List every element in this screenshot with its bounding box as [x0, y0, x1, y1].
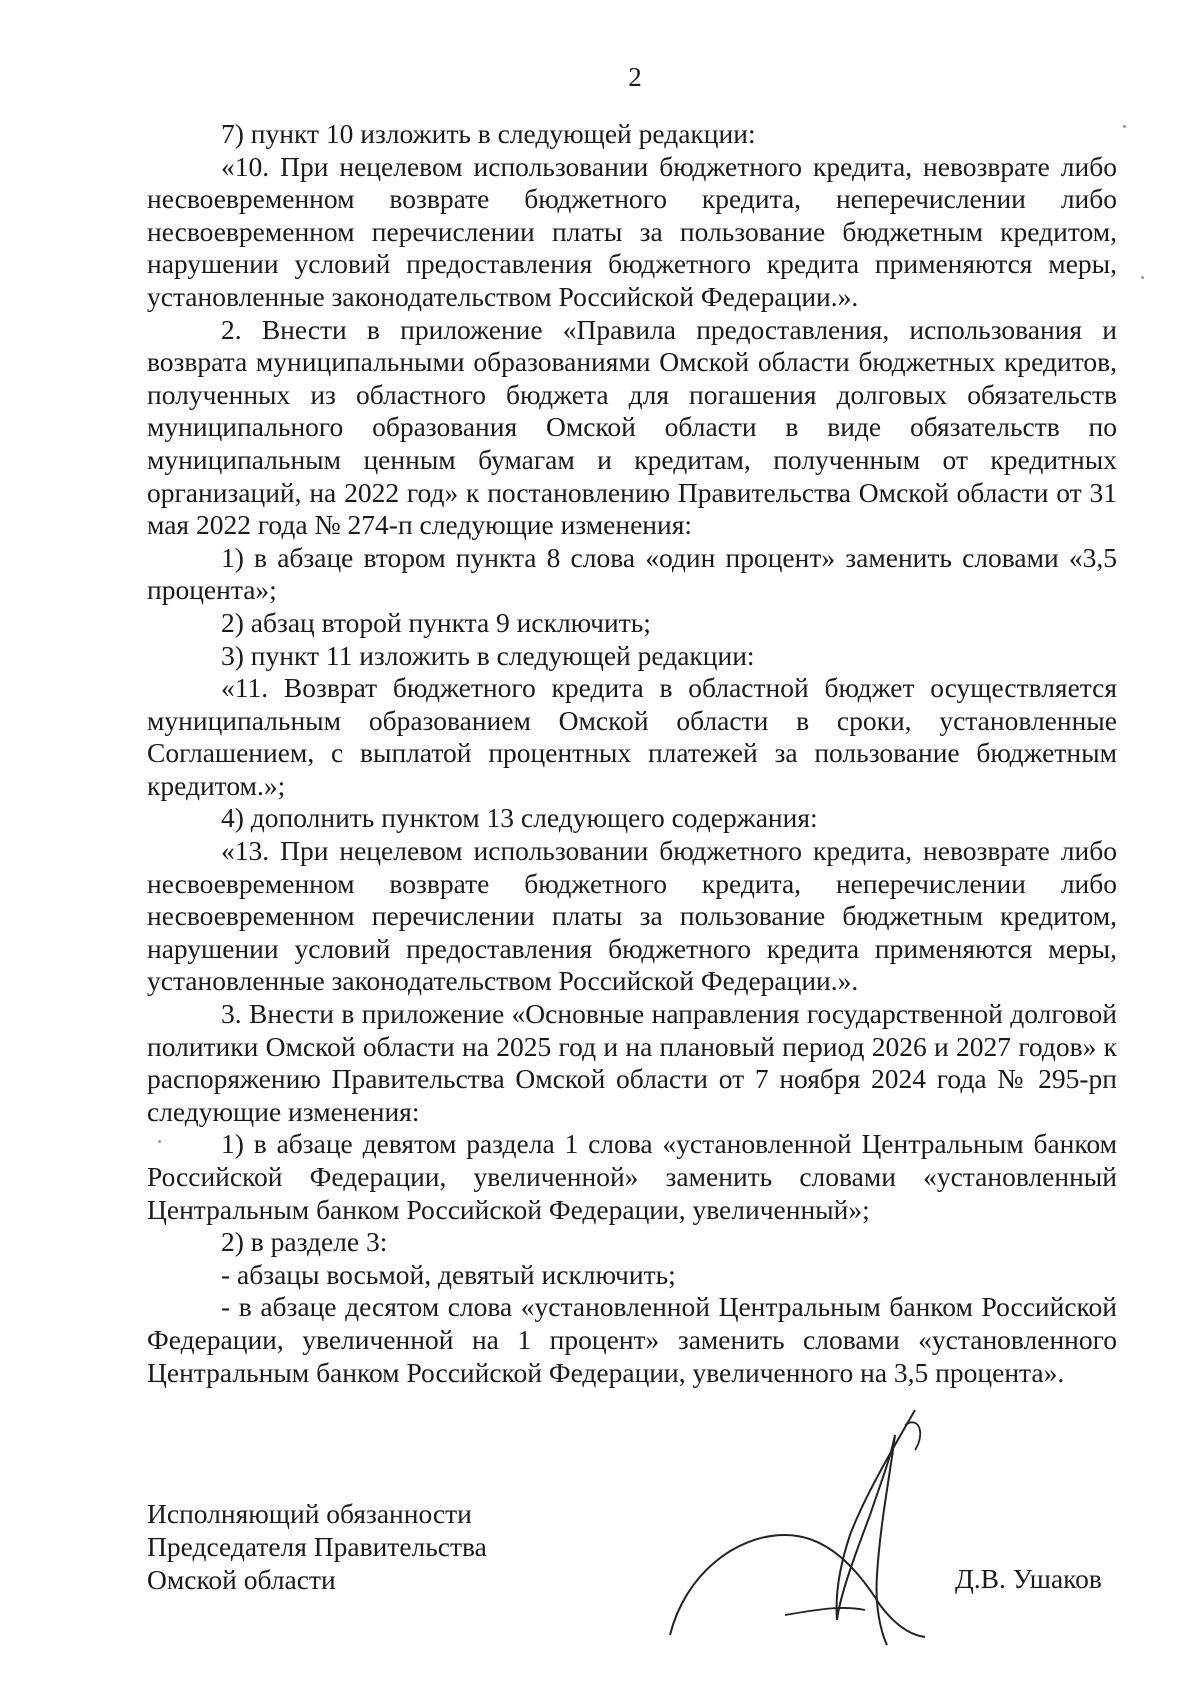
- paragraph: 2) абзац второй пункта 9 исключить;: [221, 606, 651, 638]
- signatory-title-line: Председателя Правительства: [147, 1531, 487, 1562]
- paragraph: 2. Внести в приложение «Правила предоставления, использования и возврата муниципальными образованиями Омской области бюджетных кредитов, полученных из областного бюджета для погашения долговых обязательств муниципального образования Омской области в виде обязательств по муниципальным ценным бумагам и кредитам, полученным от кредитных организаций, на 2022 год» к постановлению Правительства Омской области от 31 мая 2022 года № 274-п следующие изменения:: [147, 313, 1117, 541]
- paragraph: - абзацы восьмой, девятый исключить;: [221, 1258, 676, 1290]
- signatory-title-line: Исполняющий обязанности: [147, 1498, 472, 1529]
- paragraph: 7) пункт 10 изложить в следующей редакции:: [221, 118, 756, 149]
- paragraph: 2) в разделе 3:: [221, 1226, 388, 1258]
- paragraph: 4) дополнить пунктом 13 следующего содержания:: [221, 802, 818, 834]
- signatory-title-line: Омской области: [147, 1564, 336, 1595]
- scan-mark: [1123, 125, 1126, 128]
- paragraph: - в абзаце десятом слова «установленной Центральным банком Российской Федерации, увеличенной на 1 процент» заменить словами «установленного Центральным банком Российской Федерации, увеличенного на 3,5 процента».: [147, 1291, 1117, 1388]
- paragraph: 3) пункт 11 изложить в следующей редакции:: [221, 639, 755, 671]
- paragraph: 1) в абзаце втором пункта 8 слова «один процент» заменить словами «3,5 процента»;: [147, 541, 1117, 606]
- page-number: 2: [628, 62, 642, 92]
- signatory-title: [147, 1497, 487, 1596]
- scan-mark: [158, 1140, 161, 1143]
- paragraph: «11. Возврат бюджетного кредита в областной бюджет осуществляется муниципальным образованием Омской области в сроки, установленные Соглашением, с выплатой процентных платежей за пользование бюджетным кредитом.»;: [147, 672, 1117, 801]
- paragraph: «13. При нецелевом использовании бюджетного кредита, невозврате либо несвоевременном возврате бюджетного кредита, неперечислении либо несвоевременном перечислении платы за пользование бюджетным кредитом, нарушении условий предоставления бюджетного кредита применяются меры, установленные законодательством Российской Федерации.».: [147, 835, 1117, 997]
- paragraph: 3. Внести в приложение «Основные направления государственной долговой политики Омской области на 2025 год и на плановый период 2026 и 2027 годов» к распоряжению Правительства Омской области от 7 ноября 2024 года № 295-рп следующие изменения:: [147, 998, 1117, 1127]
- scan-mark: [1141, 276, 1144, 279]
- document-body: [147, 118, 1117, 1389]
- handwritten-signature: [665, 1405, 995, 1655]
- signer-name: Д.В. Ушаков: [955, 1563, 1102, 1594]
- paragraph: 1) в абзаце девятом раздела 1 слова «установленной Центральным банком Российской Федерации, увеличенной» заменить словами «установленный Центральным банком Российской Федерации, увеличенный»;: [147, 1128, 1117, 1225]
- paragraph: «10. При нецелевом использовании бюджетного кредита, невозврате либо несвоевременном возврате бюджетного кредита, неперечислении либо несвоевременном перечислении платы за пользование бюджетным кредитом, нарушении условий предоставления бюджетного кредита применяются меры, установленные законодательством Российской Федерации.».: [147, 150, 1117, 312]
